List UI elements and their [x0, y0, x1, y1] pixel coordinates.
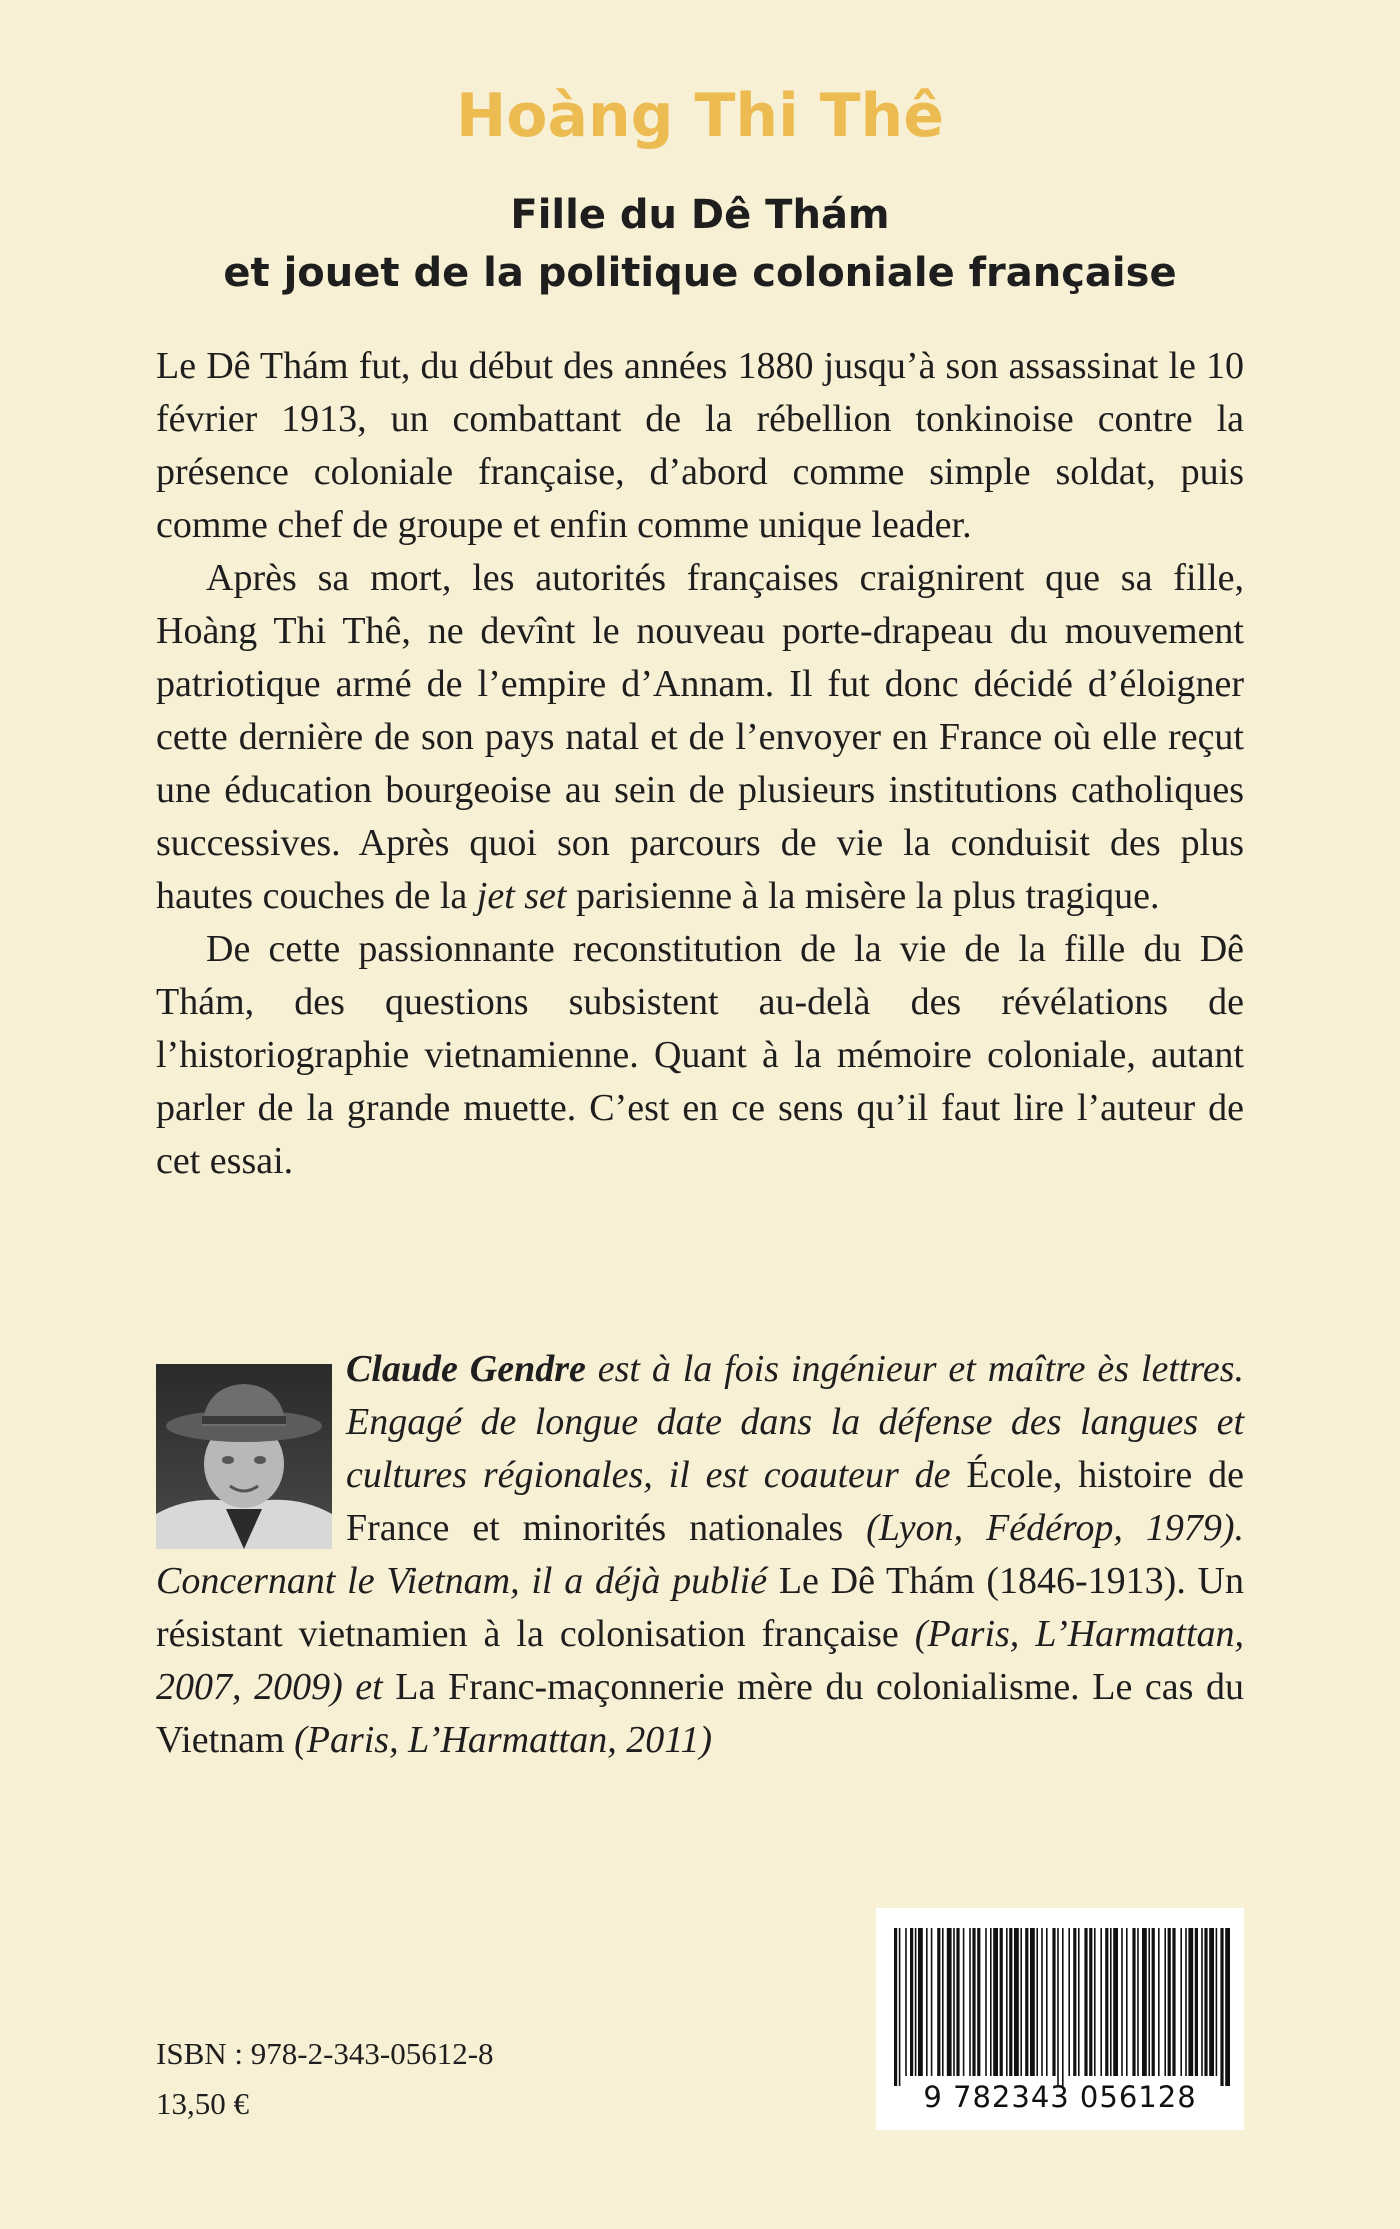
summary-paragraph-2 [156, 552, 1244, 923]
book-title: Hoàng Thi Thê [456, 81, 944, 151]
barcode-bar [942, 1928, 944, 2076]
barcode-bar [1152, 1928, 1155, 2076]
author-publication-2: (Paris, L’Harmattan, 2007, 2009) et [156, 1613, 1245, 1708]
barcode-bar [963, 1928, 965, 2076]
barcode-bar [1000, 1928, 1003, 2076]
subtitle-line-1: Fille du Dê Thám [510, 192, 890, 238]
barcode-bar [956, 1928, 959, 2076]
barcode-bar [1105, 1928, 1108, 2076]
barcode-bar [1216, 1928, 1218, 2076]
barcode-bar [1062, 1928, 1064, 2086]
barcode-bar [1126, 1928, 1128, 2076]
barcode-bar [899, 1928, 901, 2086]
barcode-digits: 9 782343 056128 [923, 2080, 1197, 2114]
barcode-bars [876, 1908, 1244, 2088]
book-summary [156, 340, 1244, 1188]
isbn-number: ISBN : 978-2-343-05612-8 [156, 2036, 494, 2071]
barcode-bar [1180, 1928, 1182, 2076]
summary-p2-emphasis: jet set [476, 875, 567, 917]
barcode-bar [1036, 1928, 1038, 2076]
barcode-bar [1172, 1928, 1175, 2076]
barcode-bar [1057, 1928, 1059, 2086]
author-name: Claude Gendre [346, 1348, 586, 1390]
barcode-bar [1014, 1928, 1019, 2076]
book-subtitle [0, 186, 1400, 302]
barcode-bar [969, 1928, 971, 2076]
barcode-bar [931, 1928, 933, 2076]
barcode-bar [905, 1928, 907, 2076]
summary-p2-text-a: Après sa mort, les autorités françaises craignirent que sa fille, Hoàng Thi Thê, ne devînt le nouveau porte-drapeau du mouvement patriotique armé de l’empire d’Annam. Il fut donc décidé d’éloigner cette dernière de son pays natal et de l’envoyer en France où elle reçut une éducation bourgeoise au sein de plusieurs institutions catholiques successives. Après quoi son parcours de vie la conduisit des plus hautes couches de la [156, 557, 1244, 917]
barcode-bar [993, 1928, 998, 2076]
barcode-bar [894, 1928, 897, 2086]
barcode-bar [926, 1928, 928, 2076]
barcode-bar [1137, 1928, 1139, 2076]
author-publication-1: (Lyon, Fédérop, 1979). Concernant le Vietnam, il a déjà publié [156, 1507, 1244, 1602]
barcode-bar [990, 1928, 992, 2076]
author-book-1: École, histoire de France et minorités nationales [346, 1454, 1244, 1549]
barcode-bar [1204, 1928, 1207, 2076]
barcode-bar [1168, 1928, 1171, 2076]
author-bio-part-1: est à la fois ingénieur et maître ès lettres. Engagé de longue date dans la défense des langues et cultures régionales, il est coauteur de [346, 1348, 1244, 1496]
barcode-bar [1185, 1928, 1187, 2076]
author-biography [156, 1343, 1244, 1767]
barcode-bar [1142, 1928, 1147, 2076]
barcode-bar [1020, 1928, 1022, 2076]
barcode-bar [918, 1928, 923, 2076]
barcode-bar [1030, 1928, 1035, 2076]
summary-p2-text-b: parisienne à la misère la plus tragique. [566, 875, 1160, 917]
barcode-bar [1100, 1928, 1102, 2076]
book-price: 13,50 € [156, 2086, 249, 2121]
barcode-bar [972, 1928, 975, 2076]
barcode-bar [1084, 1928, 1087, 2076]
summary-paragraph-1: Le Dê Thám fut, du début des années 1880 jusqu’à son assassinat le 10 février 1913, un combattant de la rébellion tonkinoise contre la présence coloniale française, d’abord comme simple soldat, puis comme chef de groupe et enfin comme unique leader. [156, 345, 1244, 546]
barcode-bar [947, 1928, 952, 2076]
subtitle-line-2: et jouet de la politique coloniale française [223, 250, 1177, 296]
barcode-bar [953, 1928, 955, 2076]
barcode-bar [1113, 1928, 1118, 2076]
barcode-bar [1188, 1928, 1193, 2076]
barcode-bar [1094, 1928, 1096, 2076]
barcode-bar [985, 1928, 987, 2076]
barcode-bar [1158, 1928, 1160, 2076]
barcode-bar [1041, 1928, 1043, 2076]
summary-paragraph-3: De cette passionnante reconstitution de la vie de la fille du Dê Thám, des questions subsistent au-delà des révélations de l’historiographie vietnamienne. Quant à la mémoire coloniale, autant parler de la grande muette. C’est en ce sens qu’il faut lire l’auteur de cet essai. [156, 928, 1244, 1182]
barcode-bar [1089, 1928, 1092, 2076]
barcode-bar [1209, 1928, 1214, 2076]
photo-text-wrap-spacer [156, 1343, 346, 1543]
isbn-barcode [876, 1908, 1244, 2130]
barcode-bar [1132, 1928, 1135, 2076]
barcode-bar [1121, 1928, 1123, 2076]
barcode-bar [1009, 1928, 1012, 2076]
barcode-bar [1046, 1928, 1048, 2076]
barcode-bar [1052, 1928, 1055, 2076]
barcode-bar [1195, 1928, 1198, 2076]
barcode-bar [915, 1928, 917, 2076]
author-book-3: La Franc-maçonnerie mère du colonialisme. Le cas du Vietnam [156, 1666, 1244, 1761]
author-publication-3: (Paris, L’Harmattan, 2011) [284, 1719, 713, 1761]
barcode-bar [1068, 1928, 1070, 2076]
barcode-bar [1006, 1928, 1008, 2076]
barcode-bar [1164, 1928, 1166, 2076]
barcode-bar [1225, 1928, 1230, 2086]
barcode-bar [1110, 1928, 1112, 2076]
barcode-bar [1220, 1928, 1223, 2086]
author-book-2: Le Dê Thám (1846-1913). Un résistant vietnamien à la colonisation française [156, 1560, 1245, 1655]
barcode-bar [977, 1928, 980, 2076]
barcode-bar [910, 1928, 913, 2076]
barcode-bar [1025, 1928, 1028, 2076]
barcode-bar [937, 1928, 940, 2076]
barcode-bar [1201, 1928, 1203, 2076]
barcode-bar [1073, 1928, 1076, 2076]
barcode-bar [1078, 1928, 1080, 2076]
barcode-bar [1148, 1928, 1150, 2076]
